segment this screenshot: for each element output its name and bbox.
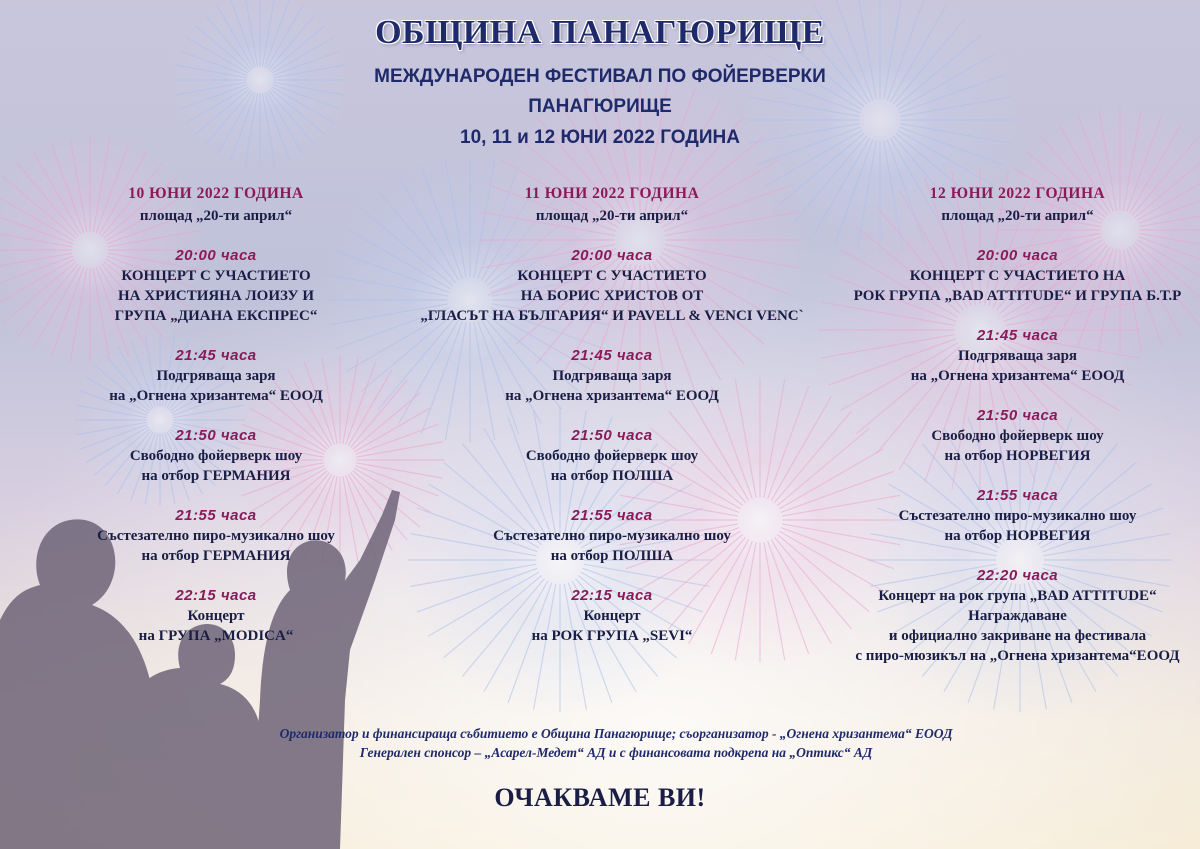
event-description: на „Огнена хризантема“ ЕООД xyxy=(505,388,719,404)
event-description: КОНЦЕРТ С УЧАСТИЕТО НА xyxy=(909,268,1126,284)
festival-town: ПАНАГЮРИЩЕ xyxy=(528,96,672,117)
event-description: на РОК ГРУПА „SEVI“ xyxy=(531,628,693,644)
event-time: 21:45 часа xyxy=(175,347,257,364)
event-description: на отбор ПОЛША xyxy=(550,548,674,564)
event-description: Награждаване xyxy=(968,608,1067,624)
sponsor-note: Генерален спонсор – „Асарел-Медет“ АД и с финансовата подкрепа на „Оптикс“ АД xyxy=(359,745,873,760)
event-description: Концерт xyxy=(583,608,641,624)
festival-dates: 10, 11 и 12 ЮНИ 2022 ГОДИНА xyxy=(460,127,740,148)
event-description: и официално закриване на фестивала xyxy=(888,628,1147,644)
event-description: на ГРУПА „MODICA“ xyxy=(138,628,294,644)
event-time: 21:55 часа xyxy=(571,507,653,524)
event-description: с пиро-мюзикъл на „Огнена хризантема“ЕООД xyxy=(855,648,1180,664)
event-description: на отбор НОРВЕГИЯ xyxy=(944,528,1091,544)
event-time: 20:00 часа xyxy=(175,247,257,264)
day-date: 10 ЮНИ 2022 ГОДИНА xyxy=(128,185,304,202)
page-title: ОБЩИНА ПАНАГЮРИЩЕ xyxy=(375,14,825,51)
event-time: 20:00 часа xyxy=(571,247,653,264)
day-date: 11 ЮНИ 2022 ГОДИНА xyxy=(524,185,700,202)
event-description: Подгряваща заря xyxy=(957,348,1078,364)
event-time: 22:20 часа xyxy=(976,567,1059,584)
event-description: на „Огнена хризантема“ ЕООД xyxy=(910,368,1125,384)
event-description: КОНЦЕРТ С УЧАСТИЕТО xyxy=(121,268,311,284)
event-time: 21:50 часа xyxy=(976,407,1059,424)
event-description: РОК ГРУПА „BAD ATTITUDE“ И ГРУПА Б.Т.Р xyxy=(853,288,1182,304)
event-time: 21:50 часа xyxy=(175,427,257,444)
event-description: НА ХРИСТИЯНА ЛОИЗУ И xyxy=(118,288,314,304)
event-description: Състезателно пиро-музикално шоу xyxy=(97,528,335,544)
event-time: 22:15 часа xyxy=(571,587,653,604)
event-description: на отбор ГЕРМАНИЯ xyxy=(141,548,291,564)
event-description: Подгряваща заря xyxy=(156,368,276,384)
event-description: Състезателно пиро-музикално шоу xyxy=(898,508,1137,524)
event-description: „ГЛАСЪТ НА БЪЛГАРИЯ“ И PAVELL & VENCI VENC` xyxy=(420,308,804,324)
event-description: Концерт xyxy=(187,608,245,624)
day-venue: площад „20-ти април“ xyxy=(535,208,689,224)
event-time: 21:55 часа xyxy=(976,487,1059,504)
day-venue: площад „20-ти април“ xyxy=(941,208,1094,224)
event-description: Свободно фойерверк шоу xyxy=(931,428,1104,444)
event-time: 21:45 часа xyxy=(571,347,653,364)
event-description: Подгряваща заря xyxy=(552,368,672,384)
event-time: 22:15 часа xyxy=(175,587,257,604)
event-time: 20:00 часа xyxy=(976,247,1059,264)
event-description: на отбор НОРВЕГИЯ xyxy=(944,448,1091,464)
event-description: КОНЦЕРТ С УЧАСТИЕТО xyxy=(517,268,707,284)
event-description: ГРУПА „ДИАНА ЕКСПРЕС“ xyxy=(114,308,318,324)
event-description: на отбор ПОЛША xyxy=(550,468,674,484)
event-description: на отбор ГЕРМАНИЯ xyxy=(141,468,291,484)
day-column-2 xyxy=(413,184,811,646)
event-time: 21:55 часа xyxy=(175,507,257,524)
call-to-action: ОЧАКВАМЕ ВИ! xyxy=(494,783,706,812)
festival-name: МЕЖДУНАРОДЕН ФЕСТИВАЛ ПО ФОЙЕРВЕРКИ xyxy=(374,66,826,87)
organizer-note: Организатор и финансираща събитието е Община Панагюрище; съорганизатор - „Огнена хризантема“ ЕООД xyxy=(279,726,953,741)
event-time: 21:45 часа xyxy=(976,327,1059,344)
event-description: на „Огнена хризантема“ ЕООД xyxy=(109,388,323,404)
day-venue: площад „20-ти април“ xyxy=(139,208,293,224)
event-description: Свободно фойерверк шоу xyxy=(525,448,699,464)
event-time: 21:50 часа xyxy=(571,427,653,444)
day-date: 12 ЮНИ 2022 ГОДИНА xyxy=(929,185,1106,202)
event-description: Състезателно пиро-музикално шоу xyxy=(493,528,731,544)
event-description: НА БОРИС ХРИСТОВ ОТ xyxy=(520,288,704,304)
event-description: Свободно фойерверк шоу xyxy=(129,448,303,464)
day-column-3 xyxy=(815,184,1200,666)
day-column-1 xyxy=(20,184,412,646)
event-description: Концерт на рок група „BAD ATTITUDE“ xyxy=(878,588,1157,604)
